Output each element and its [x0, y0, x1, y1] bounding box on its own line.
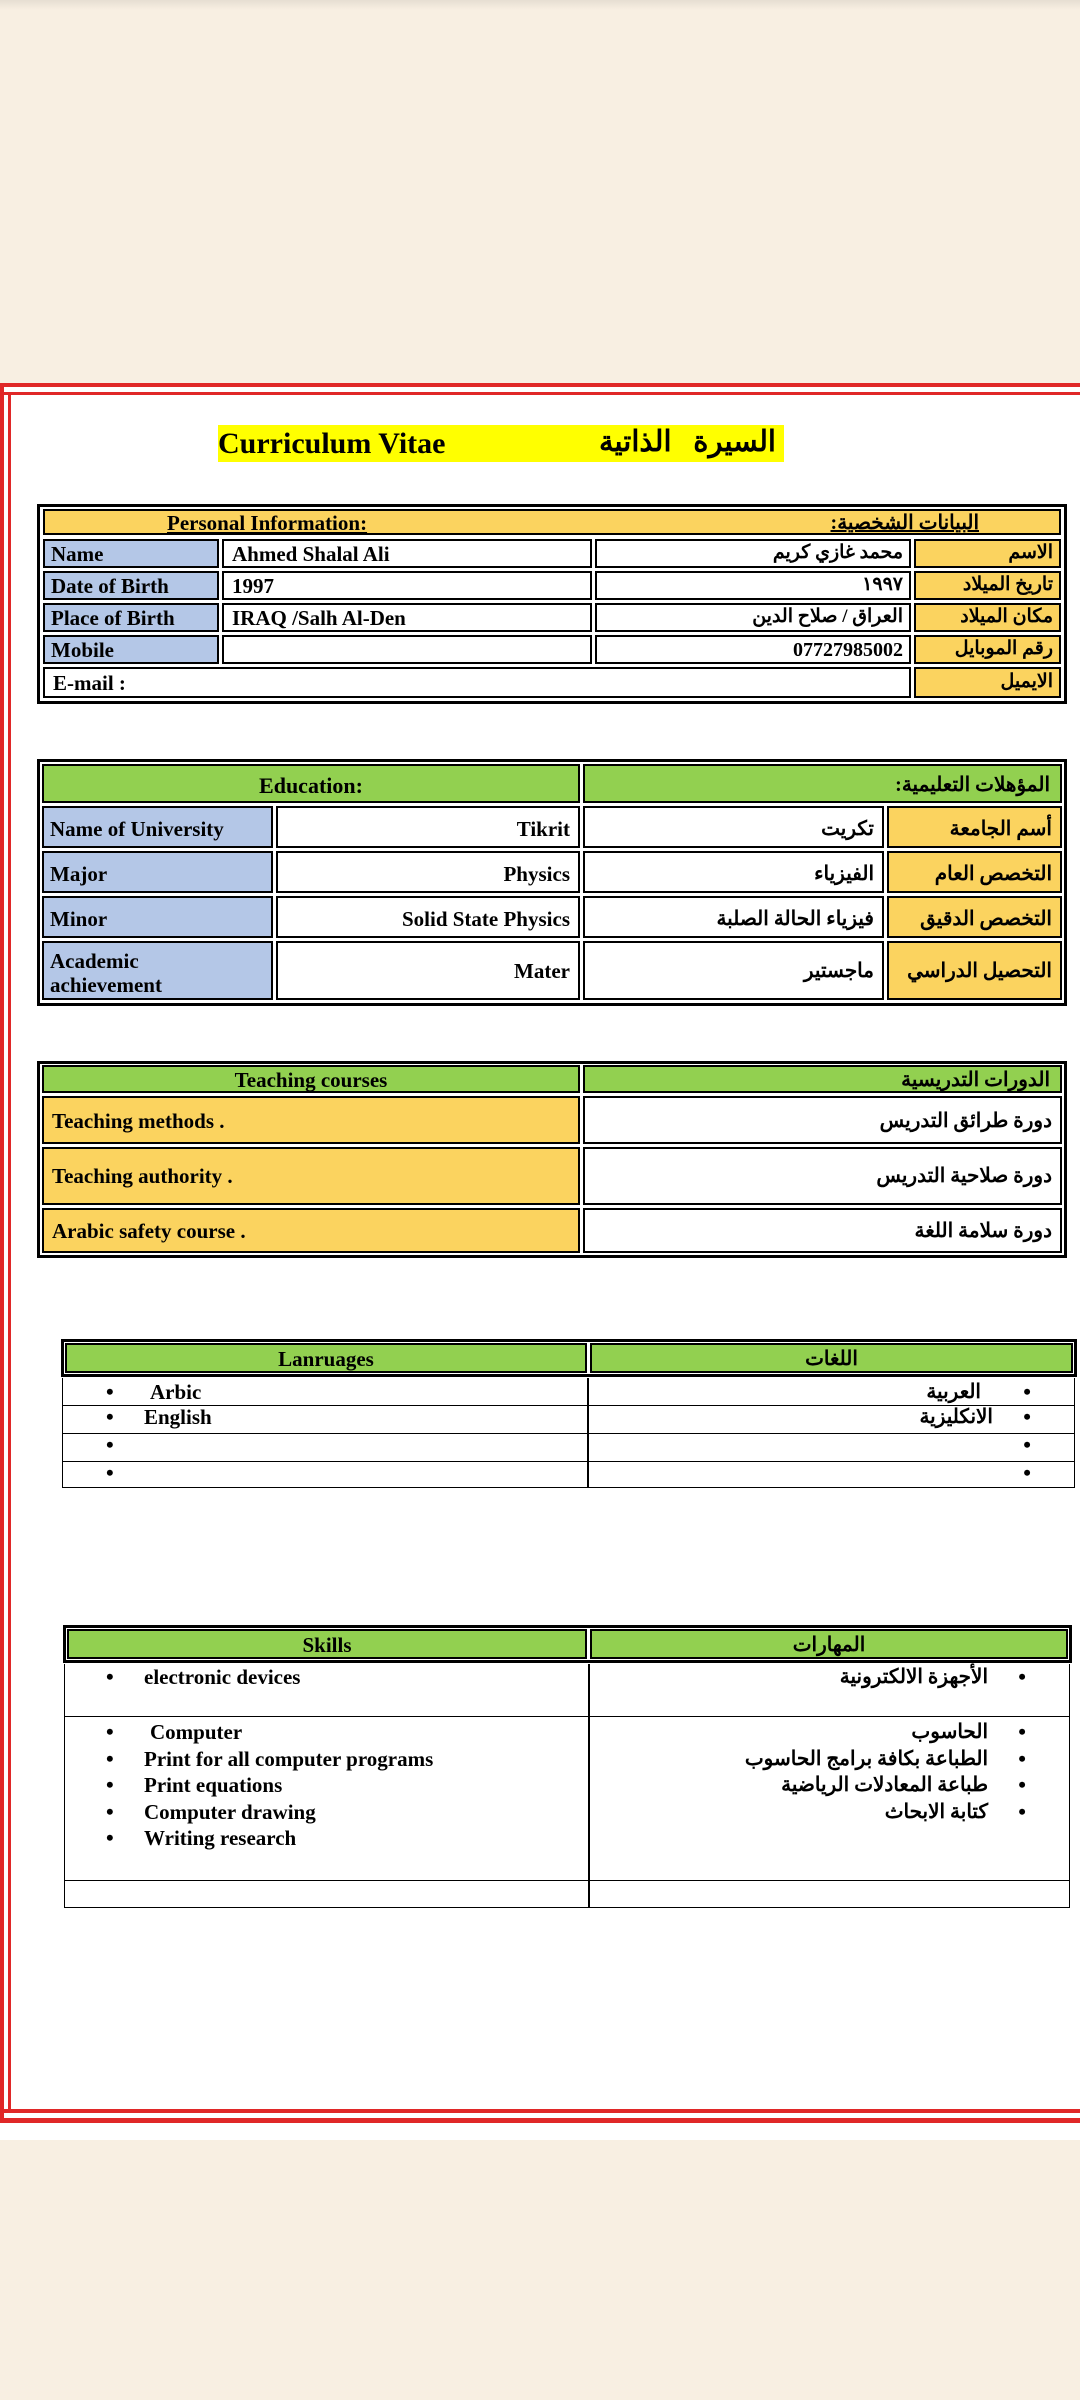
- border-top-outer: [0, 383, 1080, 387]
- title-english: Curriculum Vitae: [218, 427, 446, 460]
- skill-item-en: [62, 1825, 588, 1852]
- title-arabic: السيرة الذاتية: [598, 426, 776, 458]
- label-achievement-ar: التحصيل الدراسي: [887, 941, 1062, 1000]
- label-dob-ar: تاريخ الميلاد: [914, 571, 1061, 600]
- label-name-en: Name: [43, 539, 219, 568]
- language-item-en: [62, 1378, 588, 1406]
- skill-text-en: electronic devices: [144, 1665, 301, 1689]
- value-major-en: Physics: [276, 851, 580, 893]
- value-university-en: Tikrit: [276, 806, 580, 848]
- skills-row-divider-1: [64, 1716, 1070, 1717]
- value-name-en: Ahmed Shalal Ali: [222, 539, 592, 568]
- value-pob-ar: العراق / صلاح الدين: [595, 603, 911, 632]
- skill-text-en: Computer drawing: [144, 1799, 316, 1824]
- course-2-en: Teaching authority .: [42, 1147, 580, 1205]
- skill-item-en: [62, 1719, 588, 1746]
- teaching-heading-ar: الدورات التدريسية: [583, 1065, 1062, 1093]
- skill-item-en: [62, 1772, 588, 1799]
- value-mobile-ar: 07727985002: [595, 635, 911, 664]
- label-minor-en: Minor: [42, 896, 273, 938]
- language-item-ar: [588, 1378, 1075, 1406]
- skills-group1-en: [62, 1664, 588, 1690]
- value-minor-ar: فيزياء الحالة الصلبة: [583, 896, 884, 938]
- email-label: E-mail :: [43, 667, 911, 698]
- border-left-outer: [0, 383, 4, 2123]
- skill-item-ar: [588, 1719, 1070, 1746]
- label-mobile-ar: رقم الموبايل: [914, 635, 1061, 664]
- value-achievement-en: Mater: [276, 941, 580, 1000]
- education-heading-en: Education:: [42, 764, 580, 803]
- language-text-ar: الانكليزية: [919, 1406, 993, 1428]
- skill-item-ar: [588, 1799, 1070, 1826]
- skill-item-en: [62, 1799, 588, 1826]
- label-university-en: Name of University: [42, 806, 273, 848]
- skill-item-ar: [588, 1746, 1070, 1773]
- skills-group2-en: [62, 1719, 588, 1852]
- language-item-en: [62, 1459, 588, 1487]
- skill-text-en: Writing research: [144, 1826, 297, 1850]
- label-achievement-line2: achievement: [50, 973, 162, 998]
- value-dob-en: 1997: [222, 571, 592, 600]
- value-dob-ar: ١٩٩٧: [595, 571, 911, 600]
- language-item-en: [62, 1431, 588, 1459]
- language-text-ar: العربية: [926, 1381, 981, 1403]
- label-university-ar: أسم الجامعة: [887, 806, 1062, 848]
- languages-heading-ar: اللغات: [590, 1343, 1073, 1373]
- label-name-ar: الاسم: [914, 539, 1061, 568]
- skill-item-en: [62, 1664, 588, 1690]
- label-major-en: Major: [42, 851, 273, 893]
- skill-text-ar: الأجهزة الالكترونية: [839, 1666, 988, 1688]
- languages-list-ar: [588, 1378, 1075, 1487]
- skill-text-en: Print equations: [144, 1773, 283, 1797]
- skills-heading-en: Skills: [67, 1629, 587, 1659]
- border-top-inner: [0, 392, 1080, 395]
- skill-text-ar: كتابة الابحاث: [884, 1800, 988, 1823]
- language-item-ar: [588, 1431, 1075, 1459]
- skill-item-ar: [588, 1664, 1070, 1690]
- languages-list-en: [62, 1378, 588, 1487]
- course-1-en: Teaching methods .: [42, 1096, 580, 1144]
- personal-header-row: [43, 509, 1061, 535]
- skill-text-ar: طباعة المعادلات الرياضية: [781, 1774, 988, 1796]
- skill-text-en: Print for all computer programs: [144, 1746, 434, 1771]
- language-item-ar: [588, 1459, 1075, 1487]
- course-2-ar: دورة صلاحية التدريس: [583, 1147, 1062, 1205]
- email-label-ar: الايميل: [914, 667, 1061, 698]
- skill-text-ar: الحاسوب: [911, 1721, 988, 1743]
- value-achievement-ar: ماجستير: [583, 941, 884, 1000]
- value-name-ar: محمد غازي كريم: [595, 539, 911, 568]
- language-item-en: [62, 1403, 588, 1431]
- label-major-ar: التخصص العام: [887, 851, 1062, 893]
- skills-group2-ar: [588, 1719, 1070, 1825]
- skill-text-ar: الطباعة بكافة برامج الحاسوب: [744, 1747, 988, 1770]
- border-left-inner: [8, 392, 11, 2113]
- languages-heading-en: Lanruages: [65, 1343, 587, 1373]
- value-major-ar: الفيزياء: [583, 851, 884, 893]
- label-pob-ar: مكان الميلاد: [914, 603, 1061, 632]
- skills-heading-ar: المهارات: [590, 1629, 1068, 1659]
- skill-text-en: Computer: [150, 1720, 243, 1744]
- label-dob-en: Date of Birth: [43, 571, 219, 600]
- label-achievement-line1: Academic: [50, 949, 139, 973]
- border-bottom-outer: [0, 2118, 1080, 2123]
- personal-heading-en: Personal Information:: [167, 511, 368, 535]
- language-text-en: English: [144, 1405, 212, 1429]
- skills-row-divider-2: [64, 1880, 1070, 1881]
- course-3-en: Arabic safety course .: [42, 1208, 580, 1253]
- skills-group1-ar: [588, 1664, 1070, 1690]
- teaching-heading-en: Teaching courses: [42, 1065, 580, 1093]
- course-3-ar: دورة سلامة اللغة: [583, 1208, 1062, 1253]
- skill-item-en: [62, 1746, 588, 1773]
- language-item-ar: [588, 1403, 1075, 1431]
- education-heading-ar: المؤهلات التعليمية:: [583, 764, 1062, 803]
- value-pob-en: IRAQ /Salh Al-Den: [222, 603, 592, 632]
- language-text-en: Arbic: [150, 1380, 202, 1404]
- label-achievement-en: [42, 941, 273, 1000]
- value-mobile-en: [222, 635, 592, 664]
- skill-item-ar: [588, 1772, 1070, 1799]
- top-shadow: [0, 0, 1080, 10]
- value-minor-en: Solid State Physics: [276, 896, 580, 938]
- label-pob-en: Place of Birth: [43, 603, 219, 632]
- label-mobile-en: Mobile: [43, 635, 219, 664]
- value-university-ar: تكريت: [583, 806, 884, 848]
- label-minor-ar: التخصص الدقيق: [887, 896, 1062, 938]
- border-bottom-inner: [0, 2109, 1080, 2113]
- course-1-ar: دورة طرائق التدريس: [583, 1096, 1062, 1144]
- personal-heading-ar: البيانات الشخصية:: [830, 512, 979, 534]
